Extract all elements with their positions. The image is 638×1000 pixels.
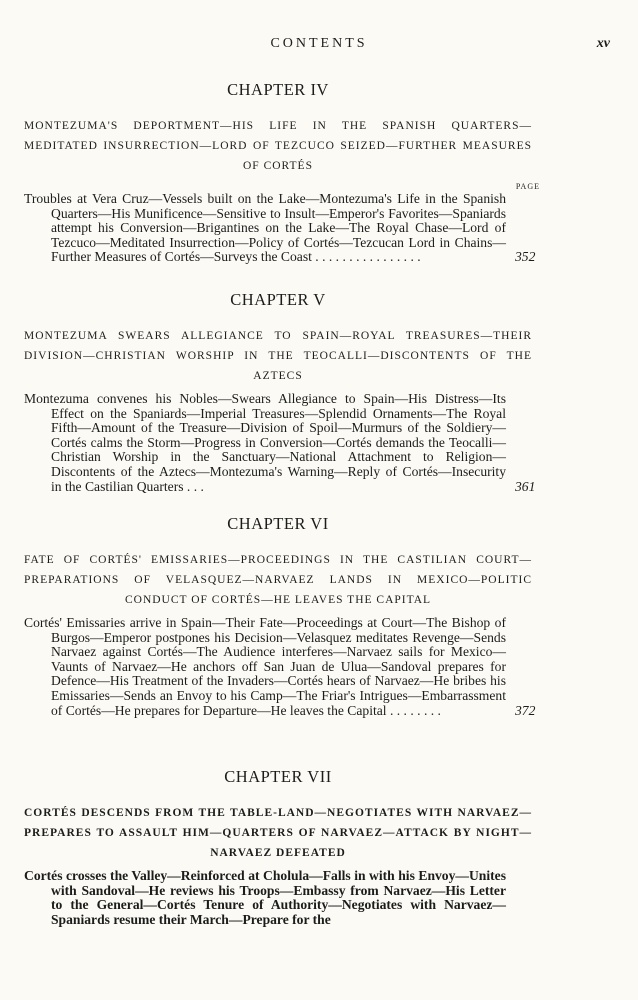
running-head: CONTENTS [270, 36, 368, 51]
chapter-summary: CORTÉS DESCENDS FROM THE TABLE-LAND—NEGOTIATES WITH NARVAEZ—PREPARES TO ASSAULT HIM—QUARTERS OF NARVAEZ—ATTACK BY NIGHT—NARVAEZ DEFEATED [24, 807, 532, 859]
chapter-contents [24, 869, 532, 927]
chapter-summary: MONTEZUMA'S DEPORTMENT—HIS LIFE IN THE SPANISH QUARTERS—MEDITATED INSURRECTION—LORD OF TEZCUCO SEIZED—FURTHER MEASURES OF CORTÉS [24, 120, 532, 172]
chapter-contents-text: Cortés crosses the Valley—Reinforced at Cholula—Falls in with his Envoy—Unites with Sandoval—He reviews his Troops—Embassy from Narvaez—His Letter to the General—Cortés Tenure of Authority—Negotiates with Narvaez—Spaniards resume their March—Prepare for the [24, 868, 506, 927]
chapter-vii [24, 767, 532, 927]
page-column-label: PAGE [515, 182, 540, 191]
chapter-v [24, 290, 536, 494]
chapter-contents: Cortés' Emissaries arrive in Spain—Their Fate—Proceedings at Court—The Bishop of Burgos—Emperor postpones his Decision—Velasquez meditates Revenge—Sends Narvaez against Cortés—The Audience interferes—Narvaez sails for Mexico—Vaunts of Narvaez—He anchors off San Juan de Ulua—Sandoval prepares for Defence—His Treatment of the Invaders—Cortés hears of Narvaez—He bribes his Emissaries—Sends an Envoy to his Camp—The Friar's Intrigues—Embarrassment of Cortés—He prepares for Departure—He leaves the Capital . . . . . . . . 372 [24, 615, 536, 718]
chapter-summary: FATE OF CORTÉS' EMISSARIES—PROCEEDINGS IN THE CASTILIAN COURT—PREPARATIONS OF VELASQUEZ—NARVAEZ LANDS IN MEXICO—POLITIC CONDUCT OF CORTÉS—HE LEAVES THE CAPITAL [24, 554, 532, 606]
chapter-contents: Montezuma convenes his Nobles—Swears Allegiance to Spain—His Distress—Its Effect on the Spaniards—Imperial Treasures—Splendid Ornaments—The Royal Fifth—Amount of the Treasure—Division of Spoil—Murmurs of the Soldiery—Cortés calms the Storm—Progress in Conversion—Cortés demands the Teocalli—Christian Worship in the Sanctuary—National Attachment to Religion—Discontents of the Aztecs—Montezuma's Warning—Reply of Cortés—Insecurity in the Castilian Quarters . . . 361 [24, 391, 536, 494]
chapter-title: CHAPTER VI [227, 514, 329, 533]
chapter-title: CHAPTER IV [227, 80, 329, 99]
chapter-contents-text: Montezuma convenes his Nobles—Swears Allegiance to Spain—His Distress—Its Effect on the Spaniards—Imperial Treasures—Splendid Ornaments—The Royal Fifth—Amount of the Treasure—Division of Spoil—Murmurs of the Soldiery—Cortés calms the Storm—Progress in Conversion—Cortés demands the Teocalli—Christian Worship in the Sanctuary—National Attachment to Religion—Discontents of the Aztecs—Montezuma's Warning—Reply of Cortés—Insecurity in the Castilian Quarters . . . [24, 391, 506, 494]
chapter-summary: MONTEZUMA SWEARS ALLEGIANCE TO SPAIN—ROYAL TREASURES—THEIR DIVISION—CHRISTIAN WORSHIP IN THE TEOCALLI—DISCONTENTS OF THE AZTECS [24, 330, 532, 382]
chapter-contents: Troubles at Vera Cruz—Vessels built on the Lake—Montezuma's Life in the Spanish Quarters—His Munificence—Sensitive to Insult—Emperor's Favorites—Spaniards attempt his Conversion—Brigantines on the Lake—The Royal Chase—Lord of Tezcuco—Meditated Insurrection—Policy of Cortés—Tezcucan Lord in Chains—Further Measures of Cortés—Surveys the Coast . . . . . . . . . . . . . . . . 352 [24, 191, 536, 265]
chapter-title: CHAPTER V [230, 290, 326, 309]
chapter-vi [24, 514, 536, 718]
chapter-contents-text: Troubles at Vera Cruz—Vessels built on the Lake—Montezuma's Life in the Spanish Quarters—His Munificence—Sensitive to Insult—Emperor's Favorites—Spaniards attempt his Conversion—Brigantines on the Lake—The Royal Chase—Lord of Tezcuco—Meditated Insurrection—Policy of Cortés—Tezcucan Lord in Chains—Further Measures of Cortés—Surveys the Coast . . . . . . . . . . . . . . . . [24, 191, 506, 265]
chapter-title: CHAPTER VII [224, 767, 332, 786]
page-number: xv [596, 36, 610, 51]
chapter-iv [24, 80, 540, 265]
chapter-contents-text: Cortés' Emissaries arrive in Spain—Their Fate—Proceedings at Court—The Bishop of Burgos—Emperor postpones his Decision—Velasquez meditates Revenge—Sends Narvaez against Cortés—The Audience interferes—Narvaez sails for Mexico—Vaunts of Narvaez—He anchors off San Juan de Ulua—Sandoval prepares for Defence—His Treatment of the Invaders—Cortés hears of Narvaez—He bribes his Emissaries—Sends an Envoy to his Camp—The Friar's Intrigues—Embarrassment of Cortés—He prepares for Departure—He leaves the Capital . . . . . . . . [24, 615, 506, 718]
